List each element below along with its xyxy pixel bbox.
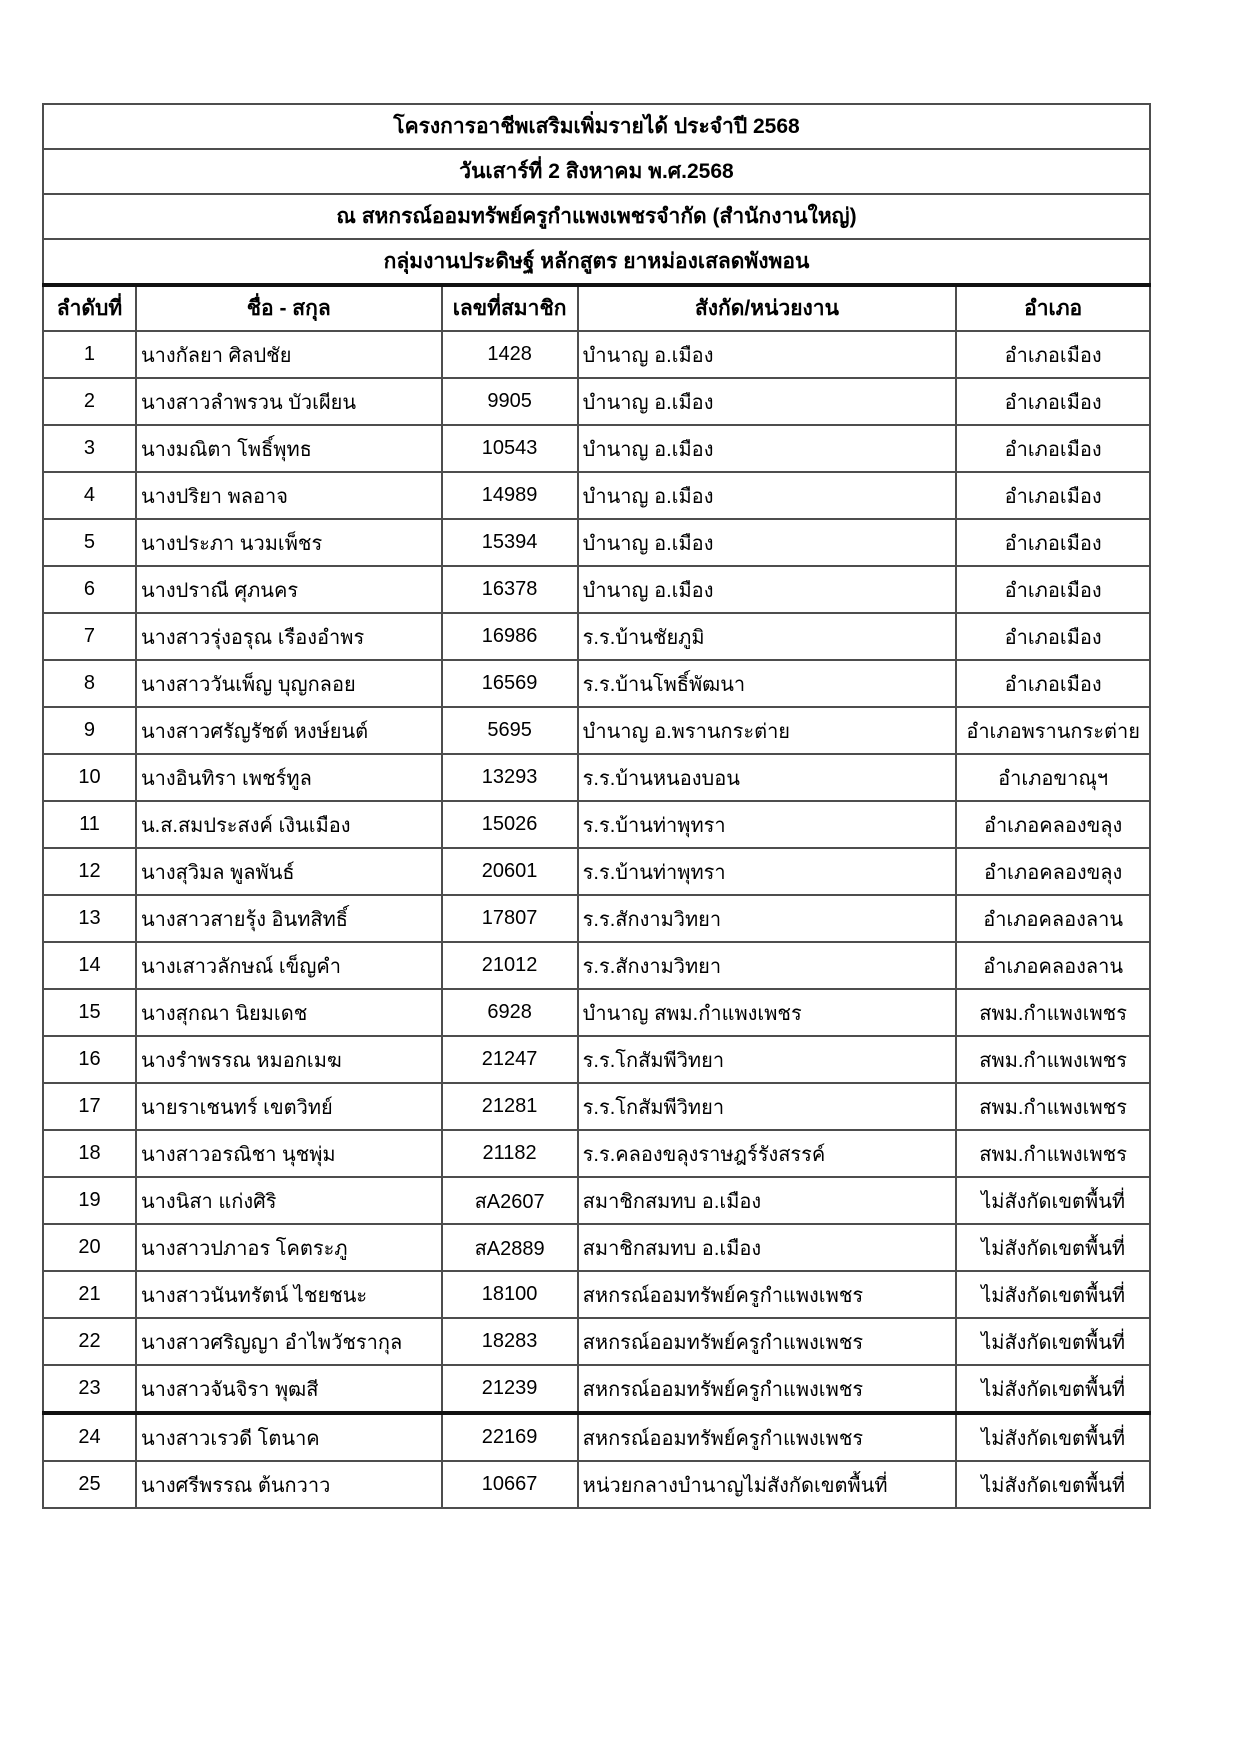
cell-member-no: สA2889 (442, 1224, 578, 1271)
title-row-project (43, 104, 1150, 149)
cell-no: 3 (43, 425, 136, 472)
cell-member-no: 15026 (442, 801, 578, 848)
cell-affiliation: ร.ร.สักงามวิทยา (578, 895, 957, 942)
cell-district: อำเภอคลองลาน (956, 895, 1150, 942)
cell-member-no: 21281 (442, 1083, 578, 1130)
table-row (43, 519, 1150, 566)
cell-district: อำเภอขาณุฯ (956, 754, 1150, 801)
col-header-no: ลำดับที่ (43, 285, 136, 331)
cell-no: 7 (43, 613, 136, 660)
cell-affiliation: ร.ร.โกสัมพีวิทยา (578, 1083, 957, 1130)
cell-member-no: 16378 (442, 566, 578, 613)
cell-district: อำเภอเมือง (956, 425, 1150, 472)
cell-affiliation: สหกรณ์ออมทรัพย์ครูกำแพงเพชร (578, 1271, 957, 1318)
cell-no: 18 (43, 1130, 136, 1177)
cell-affiliation: สมาชิกสมทบ อ.เมือง (578, 1177, 957, 1224)
cell-no: 6 (43, 566, 136, 613)
table-row (43, 660, 1150, 707)
table-row (43, 989, 1150, 1036)
table-row (43, 1413, 1150, 1461)
project-title: โครงการอาชีพเสริมเพิ่มรายได้ ประจำปี 2568 (43, 104, 1150, 149)
cell-member-no: 16569 (442, 660, 578, 707)
cell-district: ไม่สังกัดเขตพื้นที่ (956, 1177, 1150, 1224)
cell-district: อำเภอเมือง (956, 660, 1150, 707)
cell-district: สพม.กำแพงเพชร (956, 1130, 1150, 1177)
col-header-affiliation: สังกัด/หน่วยงาน (578, 285, 957, 331)
cell-district: อำเภอคลองขลุง (956, 801, 1150, 848)
cell-name: นางสาวจันจิรา พุฒสี (136, 1365, 442, 1413)
cell-affiliation: บำนาญ อ.เมือง (578, 331, 957, 378)
cell-member-no: 15394 (442, 519, 578, 566)
cell-member-no: 5695 (442, 707, 578, 754)
cell-member-no: 9905 (442, 378, 578, 425)
cell-district: ไม่สังกัดเขตพื้นที่ (956, 1413, 1150, 1461)
cell-no: 20 (43, 1224, 136, 1271)
cell-name: นางอินทิรา เพชร์ทูล (136, 754, 442, 801)
table-row (43, 331, 1150, 378)
table-row (43, 1130, 1150, 1177)
cell-district: อำเภอเมือง (956, 472, 1150, 519)
cell-no: 22 (43, 1318, 136, 1365)
cell-name: นางสาวอรณิชา นุชพุ่ม (136, 1130, 442, 1177)
cell-name: นางสุกณา นิยมเดช (136, 989, 442, 1036)
cell-no: 1 (43, 331, 136, 378)
cell-district: ไม่สังกัดเขตพื้นที่ (956, 1318, 1150, 1365)
cell-affiliation: ร.ร.บ้านท่าพุทรา (578, 801, 957, 848)
cell-name: นางสาววันเพ็ญ บุญกลอย (136, 660, 442, 707)
cell-district: ไม่สังกัดเขตพื้นที่ (956, 1461, 1150, 1508)
cell-affiliation: บำนาญ อ.เมือง (578, 566, 957, 613)
cell-district: อำเภอเมือง (956, 519, 1150, 566)
cell-no: 5 (43, 519, 136, 566)
cell-name: นางปราณี ศุภนคร (136, 566, 442, 613)
cell-name: นางสาวลำพรวน บัวเผียน (136, 378, 442, 425)
cell-affiliation: ร.ร.คลองขลุงราษฎร์รังสรรค์ (578, 1130, 957, 1177)
cell-no: 23 (43, 1365, 136, 1413)
table-row (43, 425, 1150, 472)
table-row (43, 1224, 1150, 1271)
table-row (43, 1271, 1150, 1318)
cell-no: 16 (43, 1036, 136, 1083)
cell-district: สพม.กำแพงเพชร (956, 1083, 1150, 1130)
event-date: วันเสาร์ที่ 2 สิงหาคม พ.ศ.2568 (43, 149, 1150, 194)
cell-no: 9 (43, 707, 136, 754)
cell-district: สพม.กำแพงเพชร (956, 1036, 1150, 1083)
table-row (43, 848, 1150, 895)
table-row (43, 472, 1150, 519)
cell-member-no: 10667 (442, 1461, 578, 1508)
table-row (43, 1461, 1150, 1508)
title-row-date (43, 149, 1150, 194)
cell-affiliation: ร.ร.บ้านท่าพุทรา (578, 848, 957, 895)
cell-affiliation: ร.ร.สักงามวิทยา (578, 942, 957, 989)
cell-no: 11 (43, 801, 136, 848)
course-group: กลุ่มงานประดิษฐ์ หลักสูตร ยาหม่องเสลดพังพอน (43, 239, 1150, 285)
cell-name: นางสาวศริญญา อำไพวัชรากุล (136, 1318, 442, 1365)
cell-affiliation: บำนาญ อ.พรานกระต่าย (578, 707, 957, 754)
cell-name: นางมณิตา โพธิ์พุทธ (136, 425, 442, 472)
table-row (43, 613, 1150, 660)
table-row (43, 895, 1150, 942)
cell-district: อำเภอเมือง (956, 331, 1150, 378)
cell-no: 13 (43, 895, 136, 942)
cell-name: นางสาวรุ่งอรุณ เรืองอำพร (136, 613, 442, 660)
cell-name: นางรำพรรณ หมอกเมฆ (136, 1036, 442, 1083)
cell-name: นางสาวนันทรัตน์ ไชยชนะ (136, 1271, 442, 1318)
cell-district: อำเภอเมือง (956, 378, 1150, 425)
cell-name: นางประภา นวมเพ็ชร (136, 519, 442, 566)
cell-affiliation: สหกรณ์ออมทรัพย์ครูกำแพงเพชร (578, 1413, 957, 1461)
cell-no: 25 (43, 1461, 136, 1508)
cell-affiliation: ร.ร.โกสัมพีวิทยา (578, 1036, 957, 1083)
table-row (43, 942, 1150, 989)
cell-affiliation: สมาชิกสมทบ อ.เมือง (578, 1224, 957, 1271)
cell-district: อำเภอเมือง (956, 613, 1150, 660)
cell-no: 19 (43, 1177, 136, 1224)
cell-name: นางสาวปภาอร โคตระภู (136, 1224, 442, 1271)
cell-affiliation: สหกรณ์ออมทรัพย์ครูกำแพงเพชร (578, 1318, 957, 1365)
cell-member-no: 21182 (442, 1130, 578, 1177)
cell-no: 2 (43, 378, 136, 425)
table-body (43, 331, 1150, 1508)
title-row-venue (43, 194, 1150, 239)
col-header-district: อำเภอ (956, 285, 1150, 331)
table-row (43, 1083, 1150, 1130)
cell-member-no: 14989 (442, 472, 578, 519)
table-row (43, 1365, 1150, 1413)
cell-member-no: 18100 (442, 1271, 578, 1318)
cell-no: 12 (43, 848, 136, 895)
cell-district: อำเภอคลองขลุง (956, 848, 1150, 895)
cell-no: 10 (43, 754, 136, 801)
cell-affiliation: ร.ร.บ้านชัยภูมิ (578, 613, 957, 660)
cell-member-no: 16986 (442, 613, 578, 660)
cell-district: สพม.กำแพงเพชร (956, 989, 1150, 1036)
cell-name: น.ส.สมประสงค์ เงินเมือง (136, 801, 442, 848)
cell-affiliation: บำนาญ อ.เมือง (578, 425, 957, 472)
table-head (43, 104, 1150, 331)
cell-affiliation: หน่วยกลางบำนาญไม่สังกัดเขตพื้นที่ (578, 1461, 957, 1508)
cell-member-no: 18283 (442, 1318, 578, 1365)
event-venue: ณ สหกรณ์ออมทรัพย์ครูกำแพงเพชรจำกัด (สำนักงานใหญ่) (43, 194, 1150, 239)
cell-member-no: 21012 (442, 942, 578, 989)
cell-name: นางนิสา แก่งศิริ (136, 1177, 442, 1224)
cell-affiliation: ร.ร.บ้านโพธิ์พัฒนา (578, 660, 957, 707)
cell-no: 8 (43, 660, 136, 707)
cell-member-no: 13293 (442, 754, 578, 801)
table-row (43, 707, 1150, 754)
cell-affiliation: บำนาญ อ.เมือง (578, 519, 957, 566)
cell-no: 15 (43, 989, 136, 1036)
cell-no: 21 (43, 1271, 136, 1318)
cell-district: อำเภอคลองลาน (956, 942, 1150, 989)
cell-member-no: 10543 (442, 425, 578, 472)
cell-no: 24 (43, 1413, 136, 1461)
cell-name: นางสาวเรวดี โตนาค (136, 1413, 442, 1461)
cell-name: นางสุวิมล พูลพันธ์ (136, 848, 442, 895)
col-header-member-no: เลขที่สมาชิก (442, 285, 578, 331)
cell-member-no: 6928 (442, 989, 578, 1036)
cell-no: 14 (43, 942, 136, 989)
cell-name: นางสาวสายรุ้ง อินทสิทธิ์ (136, 895, 442, 942)
cell-name: นายราเชนทร์ เขตวิทย์ (136, 1083, 442, 1130)
cell-member-no: 21247 (442, 1036, 578, 1083)
cell-no: 17 (43, 1083, 136, 1130)
participants-table (42, 103, 1151, 1509)
cell-affiliation: บำนาญ อ.เมือง (578, 472, 957, 519)
cell-affiliation: สหกรณ์ออมทรัพย์ครูกำแพงเพชร (578, 1365, 957, 1413)
cell-no: 4 (43, 472, 136, 519)
cell-affiliation: บำนาญ สพม.กำแพงเพชร (578, 989, 957, 1036)
table-row (43, 1036, 1150, 1083)
cell-member-no: 20601 (442, 848, 578, 895)
table-row (43, 1177, 1150, 1224)
col-header-name: ชื่อ - สกุล (136, 285, 442, 331)
table-row (43, 566, 1150, 613)
cell-member-no: 1428 (442, 331, 578, 378)
cell-district: ไม่สังกัดเขตพื้นที่ (956, 1224, 1150, 1271)
table-row (43, 801, 1150, 848)
cell-member-no: 17807 (442, 895, 578, 942)
table-row (43, 1318, 1150, 1365)
cell-affiliation: บำนาญ อ.เมือง (578, 378, 957, 425)
table-row (43, 378, 1150, 425)
cell-affiliation: ร.ร.บ้านหนองบอน (578, 754, 957, 801)
cell-name: นางศรีพรรณ ต้นกวาว (136, 1461, 442, 1508)
cell-name: นางกัลยา ศิลปชัย (136, 331, 442, 378)
cell-member-no: สA2607 (442, 1177, 578, 1224)
title-row-course (43, 239, 1150, 285)
cell-member-no: 21239 (442, 1365, 578, 1413)
cell-district: อำเภอพรานกระต่าย (956, 707, 1150, 754)
cell-name: นางเสาวลักษณ์ เข็ญคำ (136, 942, 442, 989)
column-header-row (43, 285, 1150, 331)
cell-name: นางสาวศรัญรัชต์ หงษ์ยนต์ (136, 707, 442, 754)
table-row (43, 754, 1150, 801)
cell-name: นางปริยา พลอาจ (136, 472, 442, 519)
cell-district: อำเภอเมือง (956, 566, 1150, 613)
cell-district: ไม่สังกัดเขตพื้นที่ (956, 1365, 1150, 1413)
cell-member-no: 22169 (442, 1413, 578, 1461)
cell-district: ไม่สังกัดเขตพื้นที่ (956, 1271, 1150, 1318)
